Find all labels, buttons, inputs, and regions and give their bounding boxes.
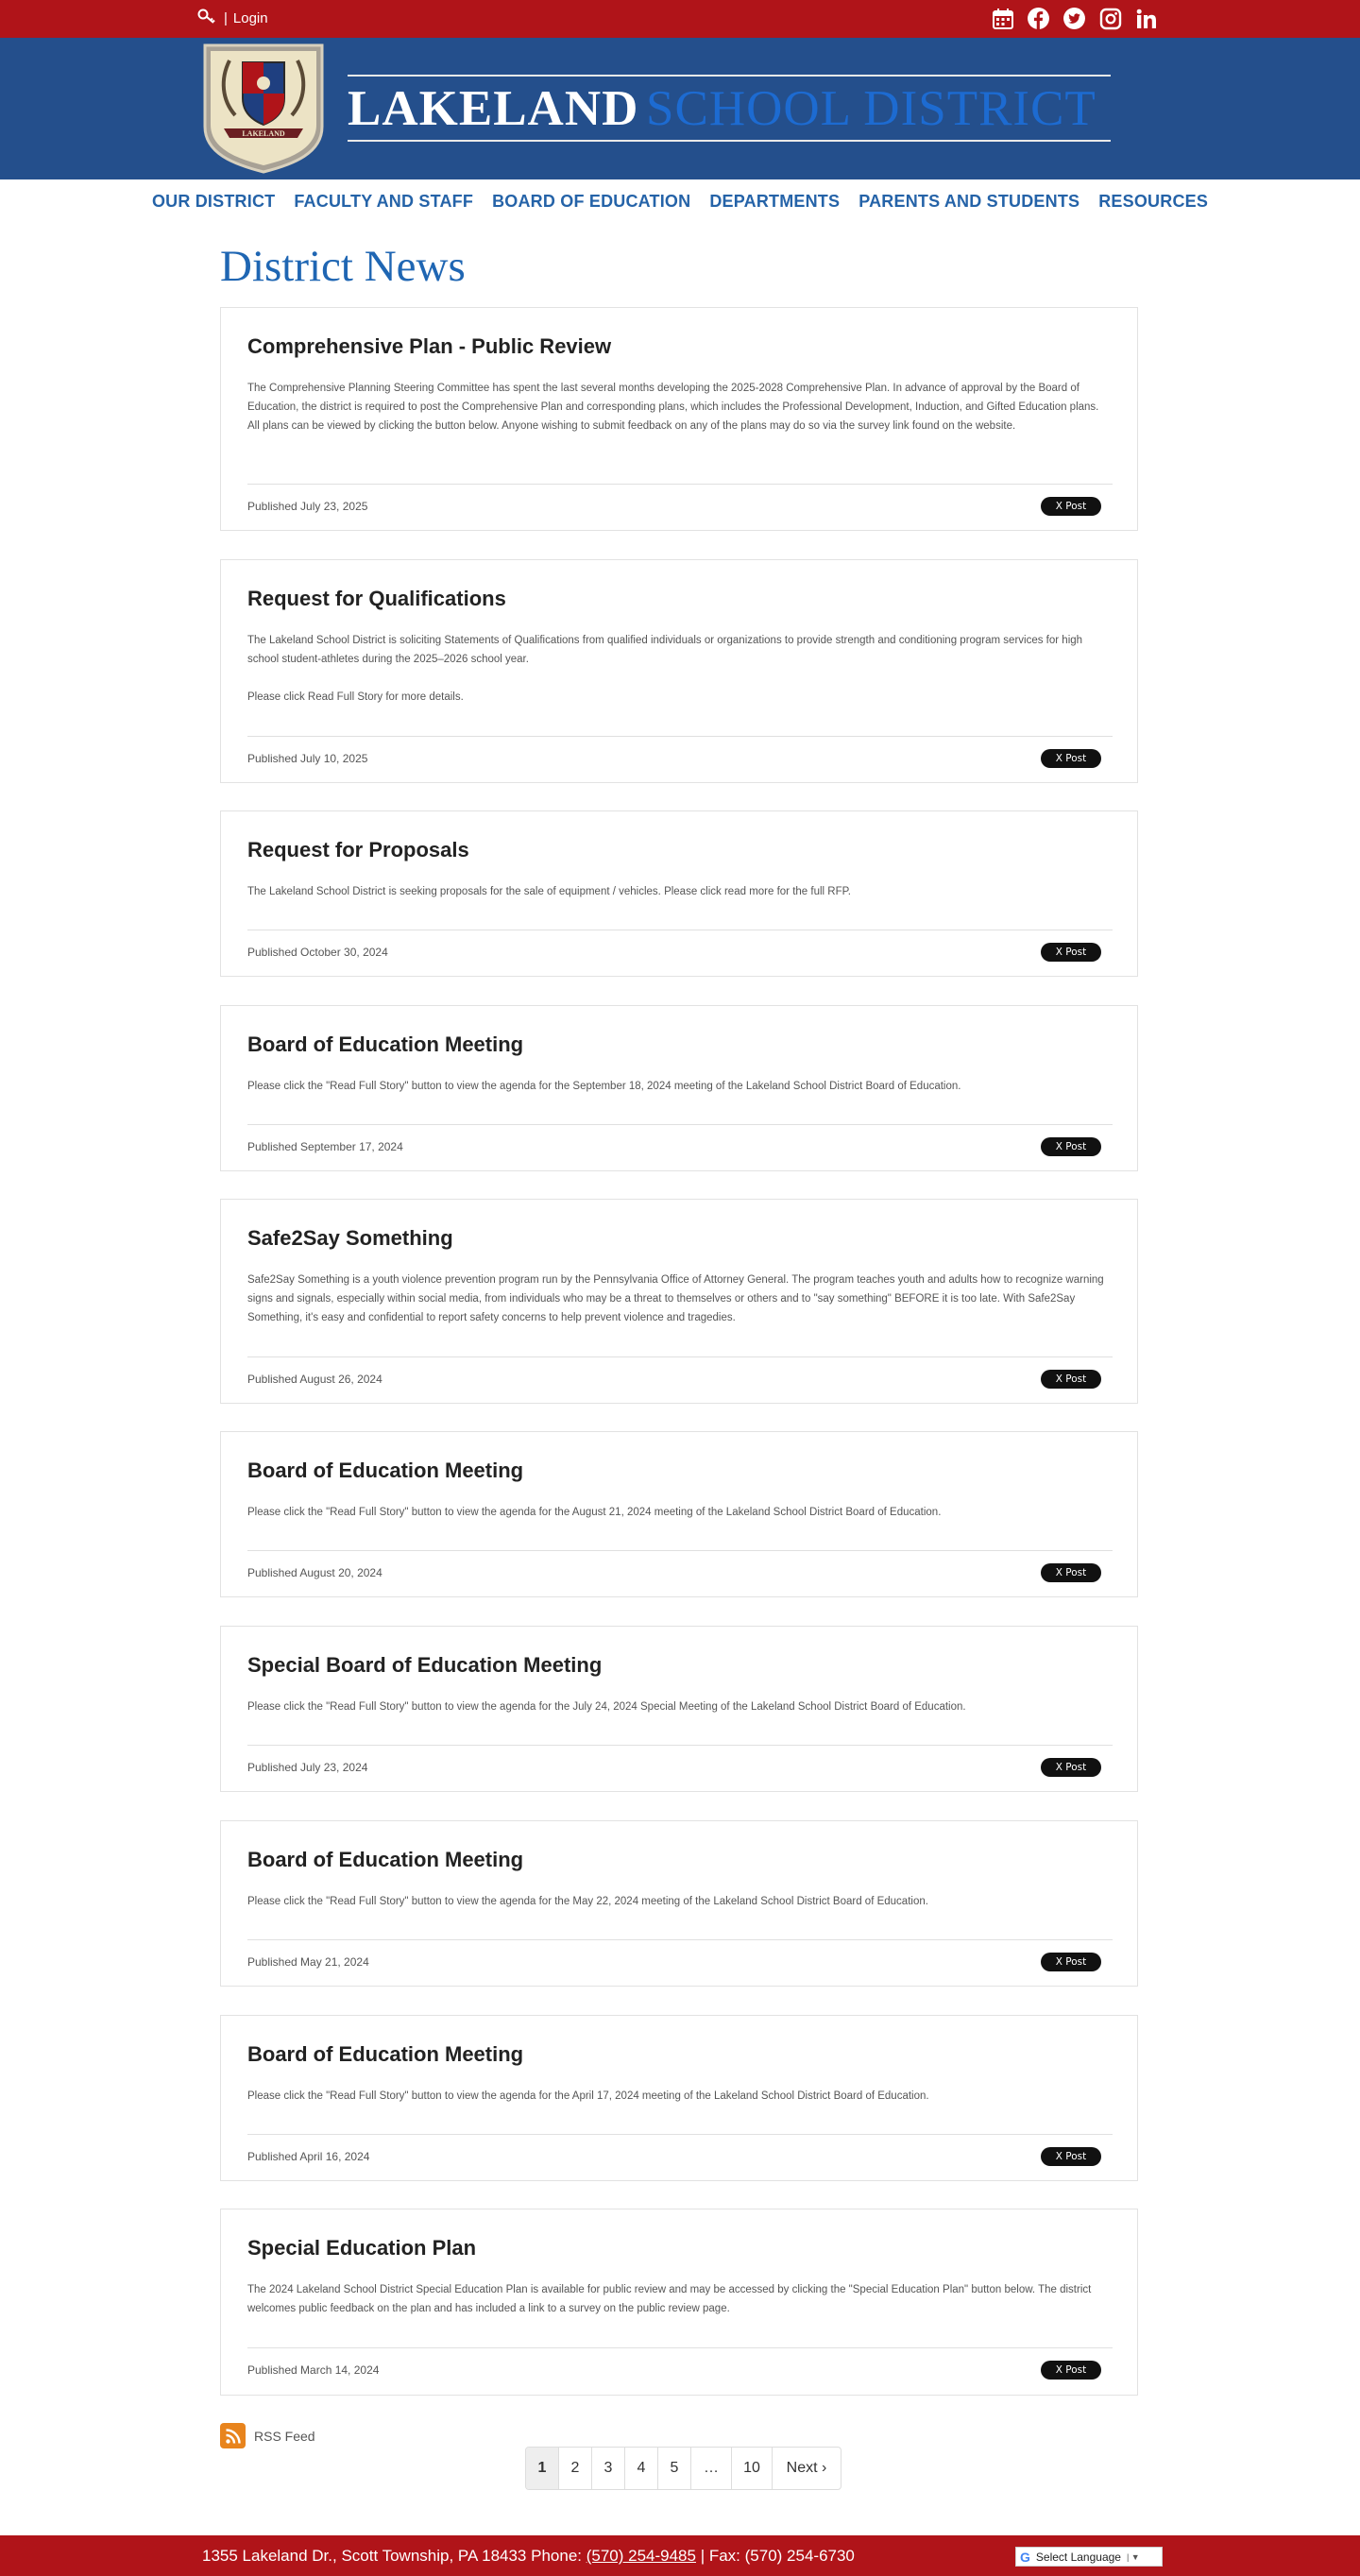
published-date: Published October 30, 2024 (247, 946, 388, 959)
news-paragraph: Safe2Say Something is a youth violence prevention program run by the Pennsylvania Office of Attorney General. The program teaches youth and adults how to recognize warning signs and signals, especially within social media, from individuals who may be a threat to themselves or others and to "say something" BEFORE it is too late. With Safe2Say Something, it's easy and confidential to report safety concerns to help prevent violence and tragedies. (247, 1274, 1104, 1323)
news-divider (247, 1124, 1113, 1125)
published-date: Published August 26, 2024 (247, 1373, 382, 1386)
news-card (220, 559, 1138, 783)
news-card (220, 1199, 1138, 1404)
page-4[interactable]: 4 (625, 2448, 658, 2489)
news-body (247, 1271, 1109, 1327)
x-post-button[interactable]: X Post (1041, 2361, 1101, 2380)
crest-label: LAKELAND (242, 129, 285, 138)
news-title[interactable]: Request for Proposals (247, 838, 469, 862)
x-post-button[interactable]: X Post (1041, 1370, 1101, 1389)
calendar-icon[interactable] (991, 7, 1014, 30)
news-body (247, 631, 1109, 707)
published-date: Published August 20, 2024 (247, 1566, 382, 1579)
news-paragraph: Please click the "Read Full Story" button to view the agenda for the May 22, 2024 meeting of the Lakeland School District Board of Education. (247, 1896, 928, 1907)
news-title[interactable]: Board of Education Meeting (247, 1848, 524, 1871)
news-divider (247, 484, 1113, 485)
page-3[interactable]: 3 (592, 2448, 625, 2489)
nav-parents-and-students[interactable]: PARENTS AND STUDENTS (858, 192, 1080, 211)
news-title[interactable]: Comprehensive Plan - Public Review (247, 334, 612, 358)
banner-rule-top (348, 75, 1111, 77)
x-post-button[interactable]: X Post (1041, 1953, 1101, 1971)
news-divider (247, 1356, 1113, 1357)
news-title[interactable]: Special Education Plan (247, 2236, 477, 2260)
nav-faculty-and-staff[interactable]: FACULTY AND STAFF (294, 192, 474, 211)
footer-address: 1355 Lakeland Dr., Scott Township, PA 18433 Phone: (202, 2547, 586, 2565)
news-divider (247, 2134, 1113, 2135)
news-body (247, 1697, 1109, 1716)
page-2[interactable]: 2 (559, 2448, 592, 2489)
news-paragraph: The Lakeland School District is soliciting Statements of Qualifications from qualified individuals or organizations to provide strength and conditioning program services for high school student-athletes during the 2025–2026 school year. (247, 635, 1083, 665)
news-title[interactable]: Request for Qualifications (247, 587, 506, 610)
page-ellipsis: … (691, 2448, 732, 2489)
news-paragraph: Please click the "Read Full Story" button to view the agenda for the August 21, 2024 meeting of the Lakeland School District Board of Education. (247, 1507, 942, 1518)
published-date: Published September 17, 2024 (247, 1140, 403, 1153)
page-10[interactable]: 10 (732, 2448, 773, 2489)
news-paragraph: The Lakeland School District is seeking proposals for the sale of equipment / vehicles. Please click read more for the full RFP. (247, 886, 851, 897)
news-title[interactable]: Board of Education Meeting (247, 1459, 524, 1482)
news-paragraph: The Comprehensive Planning Steering Committee has spent the last several months developing the 2025-2028 Comprehensive Plan. In advance of approval by the Board of Education, the district is required to post the Comprehensive Plan and corresponding plans, which includes the Professional Development, Induction, and Gifted Education plans. All plans can be viewed by clicking the button below. Anyone wishing to submit feedback on any of the plans may do so via the survey link found on the website. (247, 383, 1099, 432)
footer-fax: | Fax: (570) 254-6730 (695, 2547, 855, 2565)
rss-icon (220, 2423, 246, 2448)
news-divider (247, 736, 1113, 737)
news-card (220, 1005, 1138, 1171)
news-divider (247, 1939, 1113, 1940)
linkedin-icon[interactable] (1134, 7, 1158, 30)
news-body (247, 1503, 1109, 1522)
x-post-button[interactable]: X Post (1041, 1137, 1101, 1156)
login-link[interactable] (197, 9, 268, 28)
top-bar (0, 0, 1360, 38)
x-post-button[interactable]: X Post (1041, 749, 1101, 768)
district-name-secondary: SCHOOL DISTRICT (646, 81, 1096, 136)
instagram-icon[interactable] (1098, 7, 1122, 30)
page-1[interactable]: 1 (526, 2448, 559, 2489)
news-paragraph: Please click the "Read Full Story" button to view the agenda for the September 18, 2024 meeting of the Lakeland School District Board of Education. (247, 1081, 961, 1092)
banner-rule-bottom (348, 140, 1111, 142)
district-crest-logo[interactable] (199, 42, 328, 174)
facebook-icon[interactable] (1027, 7, 1050, 30)
google-icon: G (1020, 2549, 1030, 2565)
nav-board-of-education[interactable]: BOARD OF EDUCATION (492, 192, 691, 211)
news-divider (247, 1550, 1113, 1551)
news-body (247, 882, 1109, 901)
separator: | (224, 10, 228, 26)
page-5[interactable]: 5 (658, 2448, 691, 2489)
pagination (525, 2447, 842, 2490)
news-body (247, 2280, 1109, 2318)
main-nav (0, 187, 1360, 215)
chevron-down-icon: | ▼ (1126, 2551, 1140, 2562)
news-paragraph: The 2024 Lakeland School District Special Education Plan is available for public review and may be accessed by clicking the "Special Education Plan" button below. The district welcomes public feedback on the plan and has included a link to a survey on the public review page. (247, 2284, 1092, 2314)
rss-label: RSS Feed (254, 2428, 315, 2444)
news-card (220, 1820, 1138, 1987)
news-card (220, 307, 1138, 531)
district-name-primary: LAKELAND (348, 81, 639, 136)
news-title[interactable]: Board of Education Meeting (247, 2042, 524, 2066)
login-label[interactable]: Login (232, 10, 268, 26)
news-title[interactable]: Special Board of Education Meeting (247, 1653, 603, 1677)
x-post-button[interactable]: X Post (1041, 1563, 1101, 1582)
news-paragraph: Please click the "Read Full Story" button to view the agenda for the April 17, 2024 meeting of the Lakeland School District Board of Education. (247, 2090, 929, 2102)
news-card (220, 2015, 1138, 2181)
key-icon (197, 9, 218, 28)
published-date: Published July 23, 2024 (247, 1761, 368, 1774)
nav-departments[interactable]: DEPARTMENTS (709, 192, 841, 211)
language-select-label: Select Language (1035, 2550, 1121, 2564)
x-post-button[interactable]: X Post (1041, 2147, 1101, 2166)
news-divider (247, 2347, 1113, 2348)
news-paragraph: Please click Read Full Story for more details. (247, 691, 464, 703)
social-links (991, 7, 1158, 30)
nav-resources[interactable]: RESOURCES (1098, 192, 1209, 211)
published-date: Published July 23, 2025 (247, 500, 368, 513)
news-body (247, 1077, 1109, 1096)
news-body (247, 2087, 1109, 2106)
news-card (220, 1431, 1138, 1597)
twitter-icon[interactable] (1062, 7, 1086, 30)
news-paragraph: Please click the "Read Full Story" button to view the agenda for the July 24, 2024 Special Meeting of the Lakeland School District Board of Education. (247, 1701, 966, 1713)
published-date: Published March 14, 2024 (247, 2363, 380, 2377)
x-post-button[interactable]: X Post (1041, 1758, 1101, 1777)
language-select[interactable] (1015, 2547, 1163, 2567)
news-card (220, 810, 1138, 977)
next-page-button[interactable]: Next › (786, 2460, 827, 2476)
footer-contact (202, 2547, 855, 2566)
news-body (247, 1892, 1109, 1911)
page-title: District News (220, 242, 466, 291)
news-divider (247, 1745, 1113, 1746)
nav-our-district[interactable]: OUR DISTRICT (151, 192, 276, 211)
published-date: Published April 16, 2024 (247, 2150, 370, 2163)
news-title[interactable]: Safe2Say Something (247, 1226, 453, 1250)
news-card (220, 1626, 1138, 1792)
news-title[interactable]: Board of Education Meeting (247, 1032, 524, 1056)
x-post-button[interactable]: X Post (1041, 943, 1101, 962)
footer-phone-link[interactable]: (570) 254-9485 (586, 2547, 696, 2565)
published-date: Published May 21, 2024 (247, 1955, 369, 1969)
published-date: Published July 10, 2025 (247, 752, 368, 765)
news-card (220, 2209, 1138, 2396)
site-footer (0, 2535, 1360, 2576)
rss-feed-link[interactable] (220, 2423, 315, 2448)
x-post-button[interactable]: X Post (1041, 497, 1101, 516)
news-body (247, 379, 1109, 435)
